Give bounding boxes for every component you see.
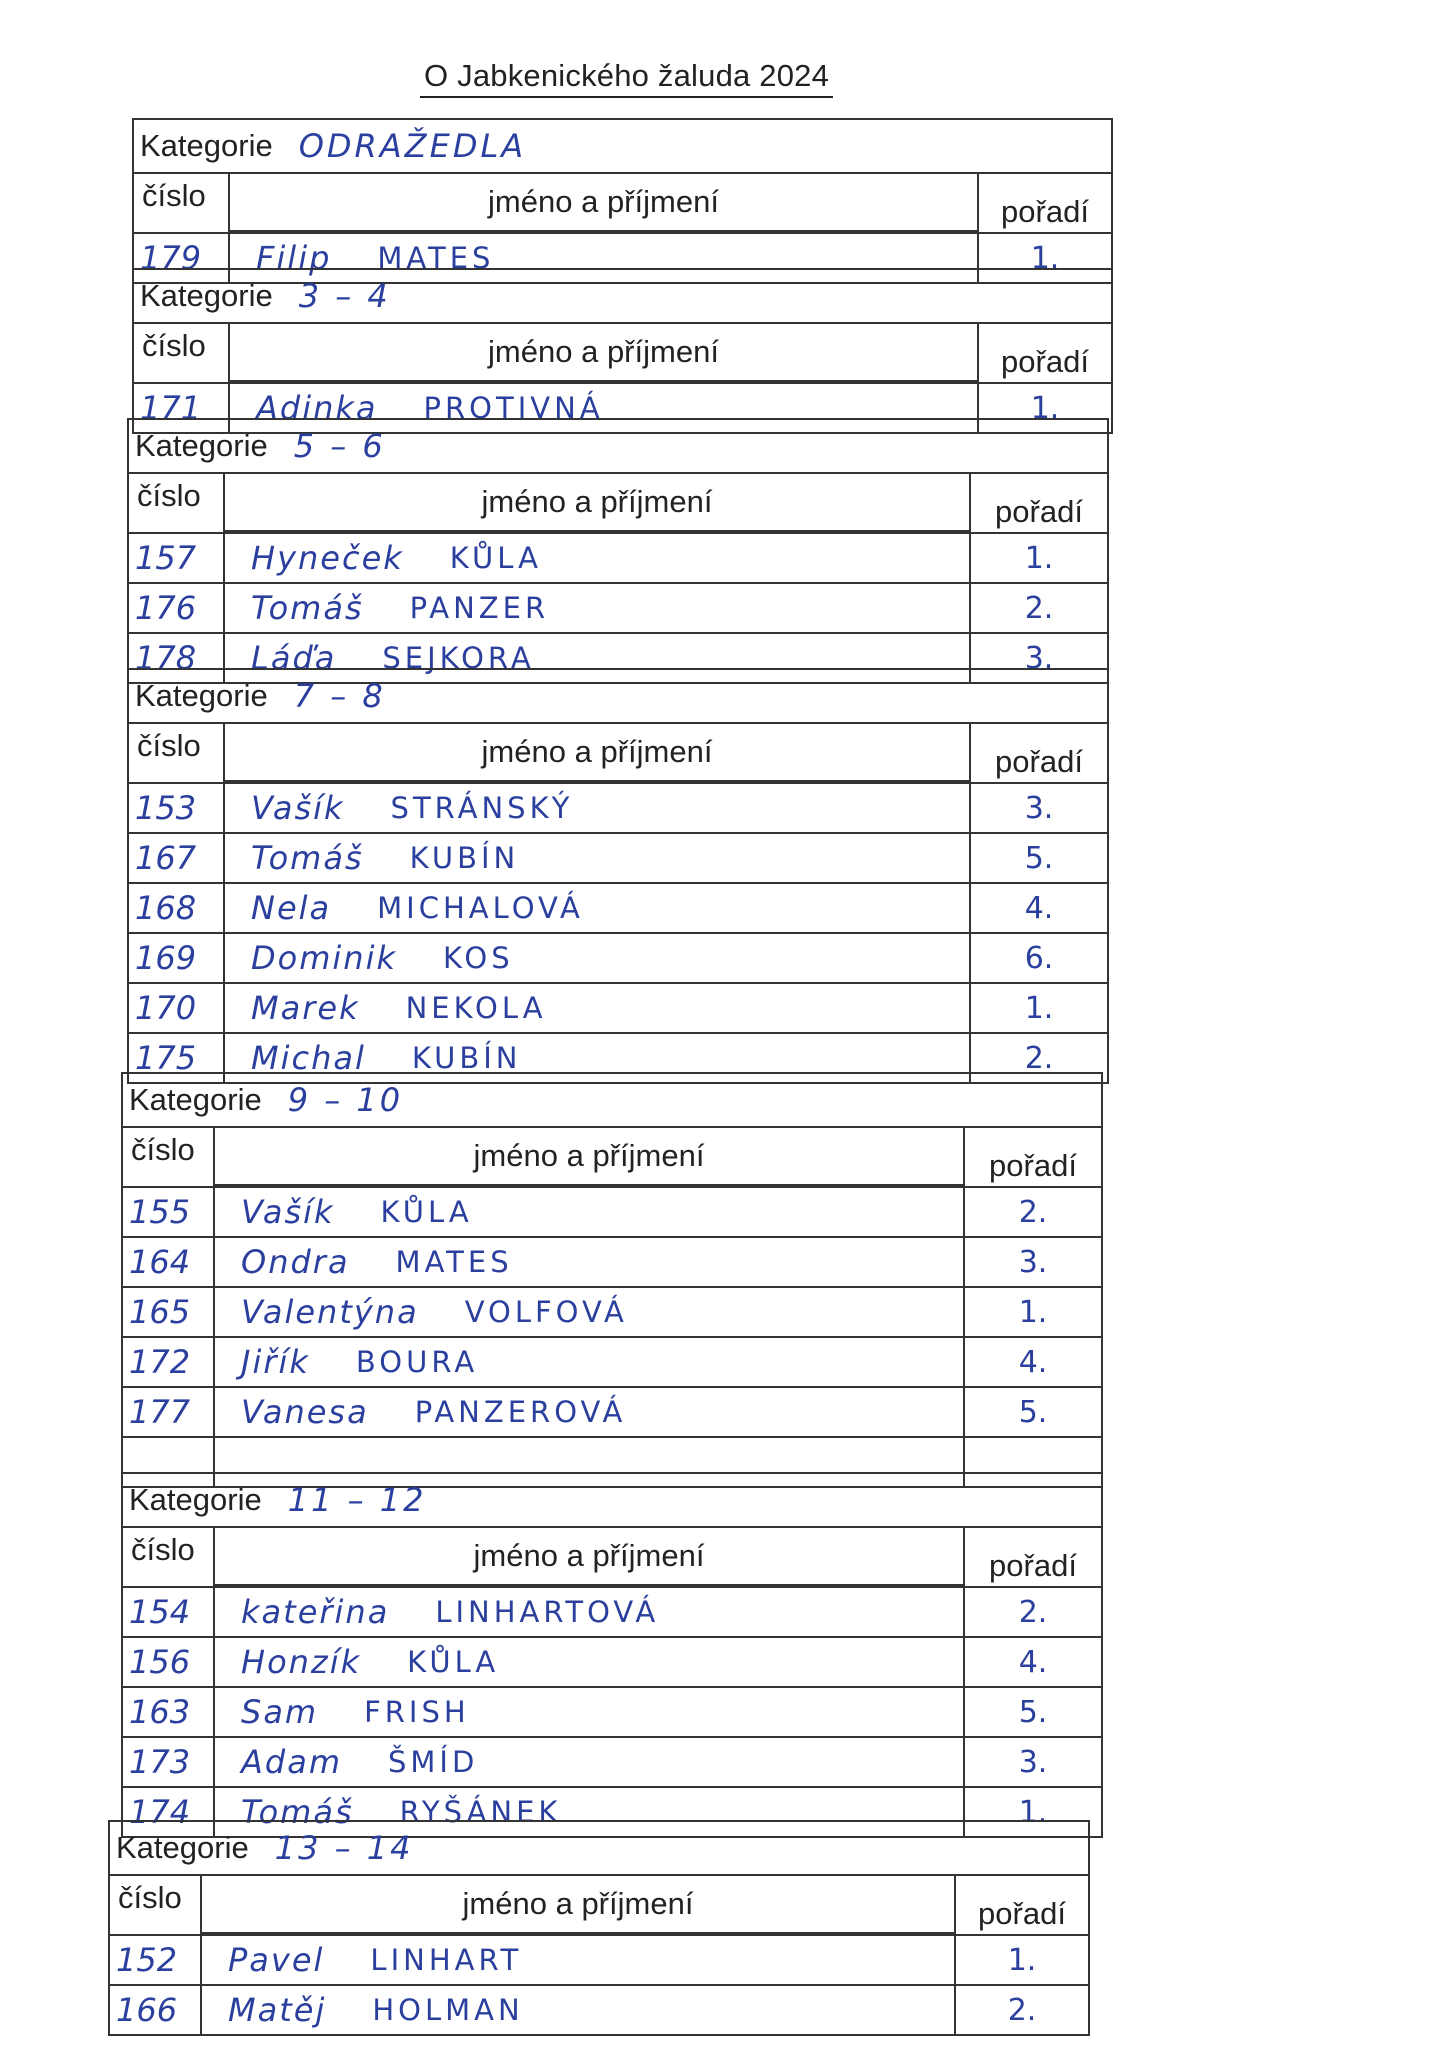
placement: 1. xyxy=(1030,390,1060,426)
start-number: 167 xyxy=(129,834,225,882)
column-header-cislo: číslo xyxy=(134,174,230,232)
placement: 5. xyxy=(1018,1694,1048,1730)
surname: PANZEROVÁ xyxy=(414,1395,627,1429)
surname: MATES xyxy=(395,1245,513,1279)
start-number: 170 xyxy=(129,984,225,1032)
first-name: Jiřík xyxy=(241,1343,310,1381)
competitor-name xyxy=(215,1388,965,1436)
competitor-name xyxy=(215,1238,965,1286)
category-label: Kategorie xyxy=(140,128,273,163)
start-number: 175 xyxy=(129,1034,225,1082)
column-header-jmeno: jméno a příjmení xyxy=(225,724,971,782)
surname: MICHALOVÁ xyxy=(377,891,584,925)
first-name: Adam xyxy=(241,1743,342,1781)
start-number: 178 xyxy=(129,634,225,682)
first-name: Vanesa xyxy=(241,1393,369,1431)
first-name: Ondra xyxy=(241,1243,350,1281)
column-header-cislo: číslo xyxy=(129,474,225,532)
first-name: Honzík xyxy=(241,1643,362,1681)
surname: BOURA xyxy=(355,1345,479,1379)
competitor-name xyxy=(215,1688,965,1736)
placement: 2. xyxy=(1024,1040,1054,1076)
competitor-name xyxy=(225,534,971,582)
column-header-cislo: číslo xyxy=(123,1128,215,1186)
column-header-cislo: číslo xyxy=(129,724,225,782)
column-header-jmeno: jméno a příjmení xyxy=(230,174,979,232)
start-number: 163 xyxy=(123,1688,215,1736)
category-table xyxy=(127,668,1109,1084)
column-headers xyxy=(134,174,1111,234)
surname: LINHARTOVÁ xyxy=(435,1595,660,1629)
column-header-jmeno: jméno a příjmení xyxy=(225,474,971,532)
first-name: Pavel xyxy=(228,1941,325,1979)
placement: 1. xyxy=(1007,1942,1037,1978)
first-name: Marek xyxy=(251,989,360,1027)
table-row xyxy=(123,1238,1101,1288)
category-name: 9 – 10 xyxy=(287,1081,404,1119)
column-header-poradi: pořadí xyxy=(1001,194,1089,229)
start-number: 177 xyxy=(123,1388,215,1436)
table-row xyxy=(129,534,1107,584)
first-name: Filip xyxy=(256,239,332,277)
competitor-name xyxy=(225,934,971,982)
competitor-name xyxy=(215,1338,965,1386)
category-table xyxy=(127,418,1109,684)
placement: 3. xyxy=(1024,640,1054,676)
first-name: Valentýna xyxy=(241,1293,419,1331)
competitor-name xyxy=(225,584,971,632)
competitor-name xyxy=(202,1936,956,1984)
placement: 1. xyxy=(1018,1294,1048,1330)
table-row xyxy=(129,984,1107,1034)
start-number: 164 xyxy=(123,1238,215,1286)
competitor-name xyxy=(225,834,971,882)
surname: PROTIVNÁ xyxy=(423,391,604,425)
category-name: ODRAŽEDLA xyxy=(298,127,527,165)
category-name: 13 – 14 xyxy=(274,1829,414,1867)
start-number: 168 xyxy=(129,884,225,932)
column-header-cislo: číslo xyxy=(110,1876,202,1934)
category-header xyxy=(134,120,1111,174)
surname: KŮLA xyxy=(449,541,542,575)
first-name: Tomáš xyxy=(241,1793,354,1831)
category-name: 5 – 6 xyxy=(293,427,386,465)
column-header-poradi: pořadí xyxy=(978,1896,1066,1931)
competitor-name xyxy=(215,1288,965,1336)
competitor-name xyxy=(202,1986,956,2034)
start-number: 172 xyxy=(123,1338,215,1386)
table-row xyxy=(129,934,1107,984)
placement: 2. xyxy=(1024,590,1054,626)
start-number: 169 xyxy=(129,934,225,982)
competitor-name xyxy=(215,1638,965,1686)
table-row xyxy=(123,1588,1101,1638)
placement: 4. xyxy=(1024,890,1054,926)
category-name: 3 – 4 xyxy=(298,277,391,315)
table-row xyxy=(110,1986,1088,2036)
column-header-poradi: pořadí xyxy=(995,494,1083,529)
start-number: 171 xyxy=(134,384,230,432)
surname: SEJKORA xyxy=(382,641,535,675)
start-number: 173 xyxy=(123,1738,215,1786)
column-header-jmeno: jméno a příjmení xyxy=(215,1128,965,1186)
category-header xyxy=(123,1074,1101,1128)
category-label: Kategorie xyxy=(116,1830,249,1865)
category-label: Kategorie xyxy=(135,428,268,463)
table-row xyxy=(129,884,1107,934)
placement: 5. xyxy=(1024,840,1054,876)
table-row xyxy=(129,784,1107,834)
placement: 5. xyxy=(1018,1394,1048,1430)
column-header-jmeno: jméno a příjmení xyxy=(202,1876,956,1934)
surname: KUBÍN xyxy=(409,841,520,875)
category-header xyxy=(123,1474,1101,1528)
category-name: 11 – 12 xyxy=(287,1481,427,1519)
table-row xyxy=(123,1338,1101,1388)
competitor-name xyxy=(225,884,971,932)
category-label: Kategorie xyxy=(135,678,268,713)
start-number: 153 xyxy=(129,784,225,832)
first-name: Michal xyxy=(251,1039,366,1077)
placement: 3. xyxy=(1024,790,1054,826)
surname: LINHART xyxy=(370,1943,523,1977)
start-number: 156 xyxy=(123,1638,215,1686)
table-row xyxy=(123,1388,1101,1438)
column-headers xyxy=(129,474,1107,534)
first-name: Tomáš xyxy=(251,839,364,877)
column-headers xyxy=(134,324,1111,384)
surname: STRÁNSKÝ xyxy=(390,791,574,825)
surname: VOLFOVÁ xyxy=(464,1295,628,1329)
competitor-name xyxy=(215,1588,965,1636)
surname: ŠMÍD xyxy=(387,1745,479,1779)
first-name: Adinka xyxy=(256,389,378,427)
column-header-poradi: pořadí xyxy=(995,744,1083,779)
competitor-name xyxy=(215,1738,965,1786)
placement: 1. xyxy=(1024,990,1054,1026)
start-number: 166 xyxy=(110,1986,202,2034)
start-number: 174 xyxy=(123,1788,215,1836)
start-number: 155 xyxy=(123,1188,215,1236)
column-header-poradi: pořadí xyxy=(989,1548,1077,1583)
competitor-name xyxy=(215,1188,965,1236)
first-name: Nela xyxy=(251,889,332,927)
surname: NEKOLA xyxy=(405,991,547,1025)
category-header xyxy=(129,670,1107,724)
category-table xyxy=(132,118,1113,284)
surname: KOS xyxy=(442,941,514,975)
surname: HOLMAN xyxy=(372,1993,524,2027)
placement: 6. xyxy=(1024,940,1054,976)
table-row xyxy=(123,1638,1101,1688)
category-label: Kategorie xyxy=(129,1482,262,1517)
category-name: 7 – 8 xyxy=(293,677,386,715)
category-table xyxy=(132,268,1113,434)
competitor-name xyxy=(225,784,971,832)
column-headers xyxy=(110,1876,1088,1936)
surname: KUBÍN xyxy=(411,1041,522,1075)
start-number: 176 xyxy=(129,584,225,632)
column-header-poradi: pořadí xyxy=(989,1148,1077,1183)
table-row xyxy=(110,1936,1088,1986)
column-header-poradi: pořadí xyxy=(1001,344,1089,379)
start-number: 152 xyxy=(110,1936,202,1984)
category-table xyxy=(121,1072,1103,1488)
table-row xyxy=(123,1188,1101,1238)
placement: 1. xyxy=(1030,240,1060,276)
category-header xyxy=(129,420,1107,474)
placement: 2. xyxy=(1018,1194,1048,1230)
first-name: Tomáš xyxy=(251,589,364,627)
table-row xyxy=(129,834,1107,884)
category-header xyxy=(110,1822,1088,1876)
placement: 3. xyxy=(1018,1744,1048,1780)
column-header-jmeno: jméno a příjmení xyxy=(230,324,979,382)
first-name: Láďa xyxy=(251,639,337,677)
placement: 4. xyxy=(1018,1344,1048,1380)
category-table xyxy=(108,1820,1090,2036)
first-name: Sam xyxy=(241,1693,319,1731)
category-label: Kategorie xyxy=(140,278,273,313)
category-table xyxy=(121,1472,1103,1838)
first-name: Hyneček xyxy=(251,539,404,577)
placement: 1. xyxy=(1018,1794,1048,1830)
category-label: Kategorie xyxy=(129,1082,262,1117)
table-row xyxy=(123,1738,1101,1788)
start-number: 165 xyxy=(123,1288,215,1336)
placement: 1. xyxy=(1024,540,1054,576)
start-number: 154 xyxy=(123,1588,215,1636)
table-row xyxy=(129,584,1107,634)
column-header-jmeno: jméno a příjmení xyxy=(215,1528,965,1586)
placement: 2. xyxy=(1018,1594,1048,1630)
surname: PANZER xyxy=(409,591,550,625)
page-title: O Jabkenického žaluda 2024 xyxy=(420,58,833,98)
surname: MATES xyxy=(377,241,495,275)
surname: RYŠÁNEK xyxy=(399,1795,562,1829)
placement: 2. xyxy=(1007,1992,1037,2028)
column-header-cislo: číslo xyxy=(134,324,230,382)
surname: FRISH xyxy=(364,1695,470,1729)
first-name: Matěj xyxy=(228,1991,327,2029)
table-row xyxy=(123,1688,1101,1738)
placement: 3. xyxy=(1018,1244,1048,1280)
column-headers xyxy=(123,1128,1101,1188)
first-name: kateřina xyxy=(241,1593,390,1631)
first-name: Vašík xyxy=(251,789,345,827)
start-number: 157 xyxy=(129,534,225,582)
column-headers xyxy=(129,724,1107,784)
column-headers xyxy=(123,1528,1101,1588)
surname: KŮLA xyxy=(380,1195,473,1229)
first-name: Vašík xyxy=(241,1193,335,1231)
category-header xyxy=(134,270,1111,324)
placement: 4. xyxy=(1018,1644,1048,1680)
column-header-cislo: číslo xyxy=(123,1528,215,1586)
first-name: Dominik xyxy=(251,939,397,977)
start-number: 179 xyxy=(134,234,230,282)
table-row xyxy=(123,1288,1101,1338)
surname: KŮLA xyxy=(407,1645,500,1679)
competitor-name xyxy=(225,984,971,1032)
